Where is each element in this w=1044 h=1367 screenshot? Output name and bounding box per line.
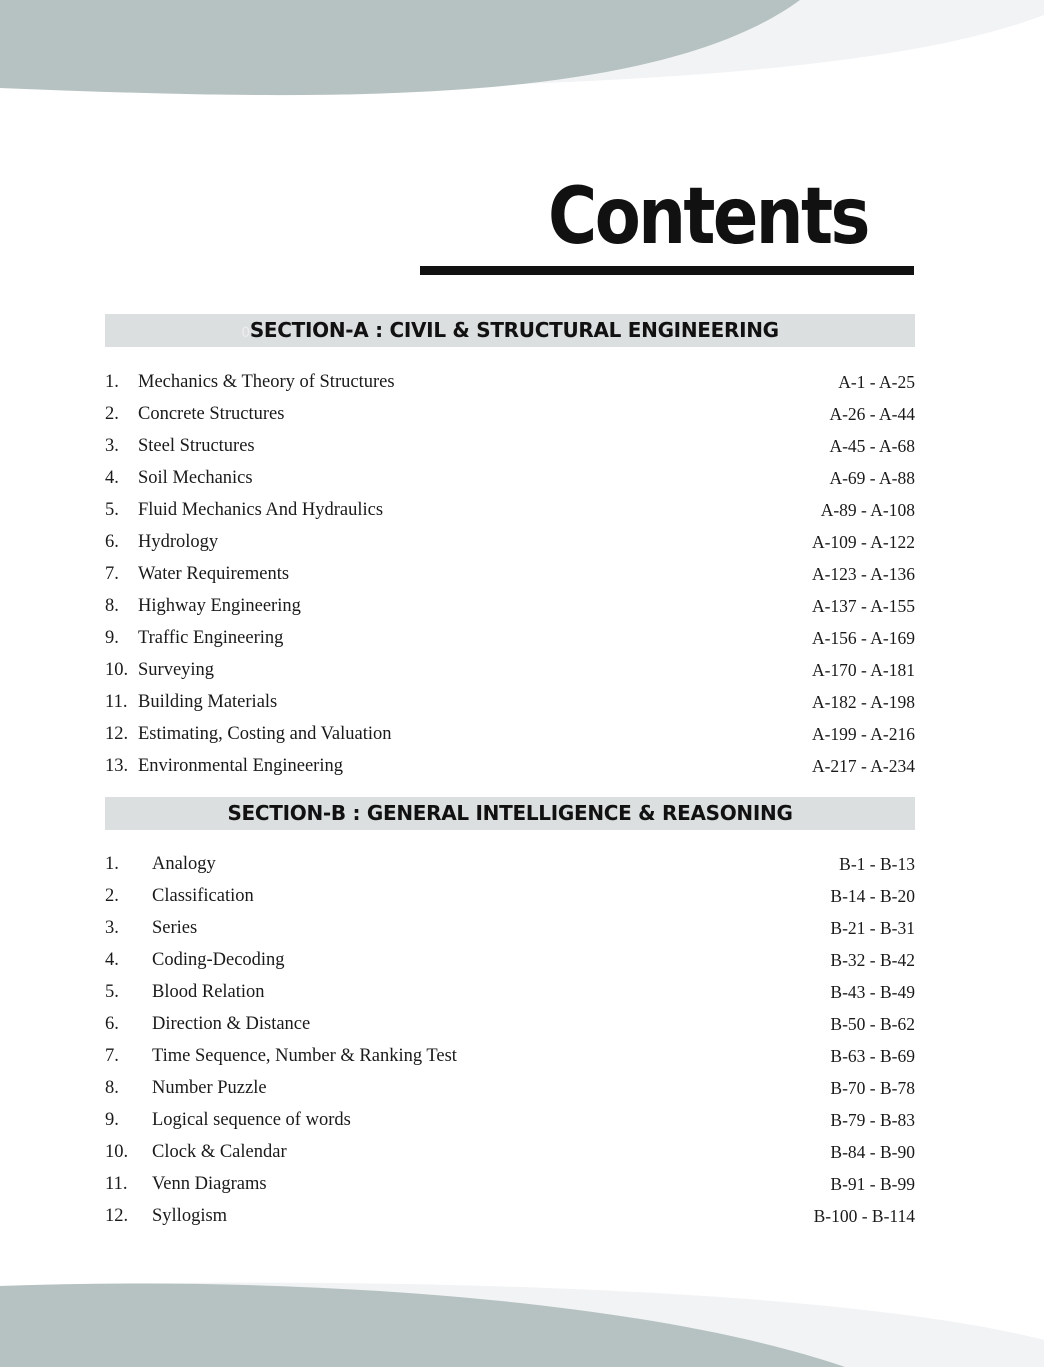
entry-pages: B-63 - B-69 (830, 1046, 915, 1066)
entry-title: Water Requirements (138, 564, 290, 584)
entry-number: 9. (105, 628, 119, 648)
toc-entry[interactable] (105, 976, 915, 1008)
entry-pages: A-89 - A-108 (820, 500, 915, 520)
entry-title: Mechanics & Theory of Structures (138, 372, 395, 392)
entry-pages: B-14 - B-20 (830, 886, 915, 906)
entry-title: Classification (152, 886, 254, 906)
toc-entry[interactable] (105, 1168, 915, 1200)
entry-pages: A-109 - A-122 (811, 532, 915, 552)
entry-title: Time Sequence, Number & Ranking Test (152, 1046, 457, 1066)
toc-entry[interactable] (105, 750, 915, 782)
entry-number: 5. (105, 500, 119, 520)
entry-title: Blood Relation (152, 982, 265, 1002)
entry-number: 11. (105, 692, 128, 712)
entry-title: Environmental Engineering (138, 756, 343, 776)
toc-entry[interactable] (105, 494, 915, 526)
entry-pages: B-43 - B-49 (830, 982, 915, 1002)
toc-entry[interactable] (105, 366, 915, 398)
entry-number: 12. (105, 1206, 129, 1226)
toc-entry[interactable] (105, 654, 915, 686)
toc-entry[interactable] (105, 398, 915, 430)
toc-entry[interactable] (105, 912, 915, 944)
entry-title: Steel Structures (138, 436, 255, 456)
toc-entry[interactable] (105, 1104, 915, 1136)
entry-number: 7. (105, 564, 119, 584)
entry-pages: B-79 - B-83 (830, 1110, 915, 1130)
entry-title: Syllogism (152, 1206, 228, 1226)
entry-number: 3. (105, 918, 119, 938)
bottom-decoration (0, 1280, 1044, 1367)
heading-prefix: 0 (241, 325, 250, 341)
entry-pages: A-170 - A-181 (811, 660, 915, 680)
entry-title: Coding-Decoding (152, 950, 285, 970)
entry-title: Analogy (152, 854, 216, 874)
section-a-title: SECTION-A : CIVIL & STRUCTURAL ENGINEERING (249, 318, 779, 342)
entry-title: Building Materials (138, 692, 278, 712)
entry-number: 6. (105, 532, 119, 552)
entry-pages: A-156 - A-169 (811, 628, 915, 648)
toc-entry[interactable] (105, 526, 915, 558)
top-decoration (0, 0, 1044, 100)
entry-pages: B-91 - B-99 (830, 1174, 915, 1194)
entry-number: 7. (105, 1046, 119, 1066)
entry-number: 11. (105, 1174, 128, 1194)
title-underline (420, 266, 914, 275)
toc-entry[interactable] (105, 1040, 915, 1072)
section-a-list (105, 366, 915, 782)
toc-entry[interactable] (105, 462, 915, 494)
entry-title: Surveying (138, 660, 215, 680)
entry-number: 1. (105, 854, 119, 874)
entry-pages: A-182 - A-198 (811, 692, 915, 712)
toc-entry[interactable] (105, 622, 915, 654)
entry-pages: A-45 - A-68 (829, 436, 915, 456)
entry-pages: A-123 - A-136 (811, 564, 915, 584)
entry-pages: B-1 - B-13 (839, 854, 915, 874)
entry-number: 1. (105, 372, 119, 392)
entry-title: Venn Diagrams (152, 1174, 267, 1194)
entry-title: Direction & Distance (152, 1014, 311, 1034)
section-b-title: SECTION-B : GENERAL INTELLIGENCE & REASONING (227, 801, 793, 825)
section-a-heading (105, 314, 915, 347)
entry-number: 10. (105, 1142, 129, 1162)
entry-number: 2. (105, 404, 119, 424)
entry-number: 10. (105, 660, 129, 680)
entry-number: 9. (105, 1110, 119, 1130)
entry-title: Highway Engineering (138, 596, 301, 616)
toc-entry[interactable] (105, 848, 915, 880)
entry-number: 8. (105, 596, 119, 616)
entry-title: Clock & Calendar (152, 1142, 287, 1162)
entry-pages: B-50 - B-62 (830, 1014, 915, 1034)
entry-pages: A-69 - A-88 (829, 468, 915, 488)
toc-entry[interactable] (105, 1008, 915, 1040)
entry-number: 4. (105, 468, 119, 488)
entry-pages: B-84 - B-90 (830, 1142, 915, 1162)
entry-title: Logical sequence of words (152, 1110, 351, 1130)
entry-title: Traffic Engineering (138, 628, 284, 648)
entry-pages: B-100 - B-114 (813, 1206, 915, 1226)
entry-number: 4. (105, 950, 119, 970)
entry-pages: A-1 - A-25 (838, 372, 915, 392)
section-b-list (105, 848, 915, 1232)
entry-title: Hydrology (138, 532, 219, 552)
entry-number: 5. (105, 982, 119, 1002)
toc-entry[interactable] (105, 430, 915, 462)
page-title: Contents (548, 172, 868, 262)
section-b-heading (105, 797, 915, 830)
entry-number: 13. (105, 756, 129, 776)
entry-title: Estimating, Costing and Valuation (138, 724, 392, 744)
toc-entry[interactable] (105, 558, 915, 590)
entry-title: Series (152, 918, 198, 938)
entry-title: Concrete Structures (138, 404, 285, 424)
toc-entry[interactable] (105, 1072, 915, 1104)
toc-entry[interactable] (105, 1136, 915, 1168)
entry-number: 12. (105, 724, 129, 744)
entry-pages: B-70 - B-78 (830, 1078, 915, 1098)
toc-entry[interactable] (105, 1200, 915, 1232)
entry-number: 6. (105, 1014, 119, 1034)
toc-entry[interactable] (105, 686, 915, 718)
entry-pages: A-199 - A-216 (811, 724, 915, 744)
toc-entry[interactable] (105, 944, 915, 976)
entry-pages: A-137 - A-155 (811, 596, 915, 616)
toc-entry[interactable] (105, 880, 915, 912)
entry-title: Fluid Mechanics And Hydraulics (138, 500, 384, 520)
entry-number: 8. (105, 1078, 119, 1098)
entry-title: Soil Mechanics (138, 468, 253, 488)
toc-entry[interactable] (105, 718, 915, 750)
entry-title: Number Puzzle (152, 1078, 267, 1098)
entry-number: 2. (105, 886, 119, 906)
entry-pages: B-32 - B-42 (830, 950, 915, 970)
toc-entry[interactable] (105, 590, 915, 622)
entry-pages: A-26 - A-44 (829, 404, 915, 424)
entry-number: 3. (105, 436, 119, 456)
entry-pages: B-21 - B-31 (830, 918, 915, 938)
entry-pages: A-217 - A-234 (811, 756, 915, 776)
